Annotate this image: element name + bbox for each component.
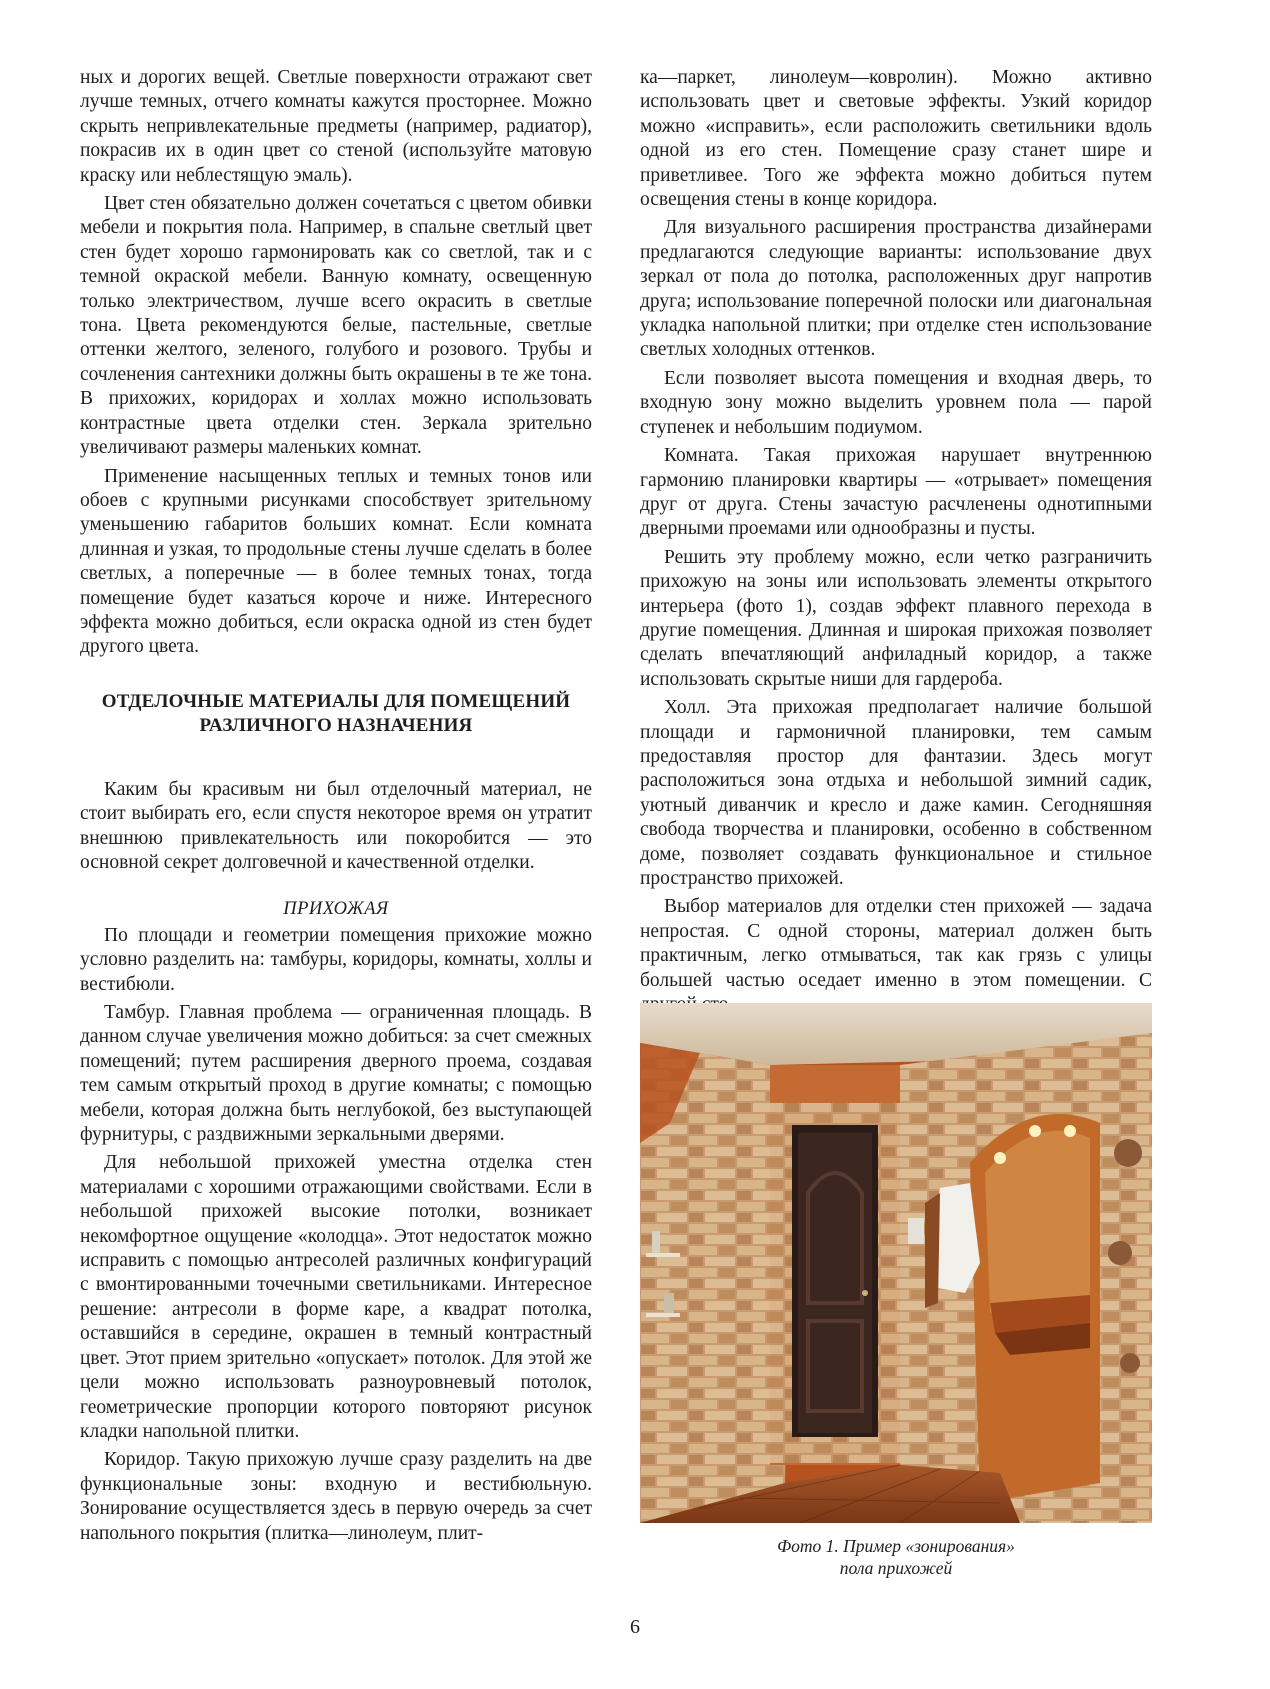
- paragraph: Выбор материалов для отделки стен прихожей — задача непростая. С одной стороны, материал должен быть практичным, легко отмываться, так как грязь с улицы большей частью оседает именно в этом помещении. С: [640, 896, 1152, 991]
- lamp-icon: [1029, 1125, 1041, 1137]
- left-column: [80, 66, 592, 1550]
- paragraph: Тамбур. Главная проблема — ограниченная площадь. В данном случае увеличения можно добиться: за счет смежных помещений; путем расширения дверного проема, создавая тем самым открытый проход в другие комнаты; с помощью мебели, которая должна быть неглубокой, без выступающей фурнитуры, с раздвижными зеркальными дверями.: [80, 1002, 592, 1146]
- paragraph: ных и дорогих вещей. Светлые поверхности отражают свет лучше темных, отчего комнаты кажутся просторнее. Можно скрыть непривлекательные предметы (например, радиатор), покрасив их в один цвет со стеной (используйте матовую краску или неблестящую эмаль).: [80, 67, 592, 186]
- paragraph: Если позволяет высота помещения и входная дверь, то входную зону можно выделить уровнем пола — парой ступенек и небольшим подиумом.: [640, 367, 1152, 438]
- photo-caption-line: пола прихожей: [839, 1558, 953, 1578]
- decor-plate-icon: [1114, 1139, 1142, 1167]
- paragraph: Применение насыщенных теплых и темных тонов или обоев с крупными рисунками способствует зрительному уменьшению габаритов больших комнат. Если комната длинная и узкая, то продольные стены лучше сделать в более светлых, а поперечные — в более темных тонах, тогда помещение будет казаться короче и ниже. Интересного эффекта можно добиться, если окраска одной из стен будет другого цвета.: [80, 465, 592, 658]
- paragraph: По площади и геометрии помещения прихожие можно условно разделить на: тамбуры, коридоры, комнаты, холлы и вестибюли.: [80, 924, 592, 995]
- lamp-icon: [1064, 1125, 1076, 1137]
- section-heading-line: РАЗЛИЧНОГО НАЗНАЧЕНИЯ: [199, 714, 473, 736]
- lamp-icon: [994, 1152, 1006, 1164]
- paragraph: ка—паркет, линолеум—ковролин). Можно активно использовать цвет и световые эффекты. Узкий коридор можно «исправить», если расположить светильники вдоль одной из его стен. Помещение сразу станет шире и приветливее. Того же эффекта можно добиться путем освещения стены в конце коридора.: [640, 67, 1152, 211]
- page-number: 6: [630, 1616, 640, 1638]
- photo-caption-line: Фото 1. Пример «зонирования»: [777, 1536, 1015, 1556]
- paragraph: Для небольшой прихожей уместна отделка стен материалами с хорошими отражающими свойствами. Если в небольшой прихожей высокие потолки, возникает некомфортное ощущение «колодца». Этот недостаток можно исправить с помощью антресолей различных конфигураций с вмонтированными точечными светильниками. Интересное решение: антресоли в форме каре, а квадрат потолка, оставшийся в середине, окрашен в темный контрастный цвет. Этот прием зрительно «опускает» потолок. Для этой же цели можно использовать разноуровневый потолок, геометрические пропорции которого повторяют рисунок кладки напольной плитки.: [80, 1152, 592, 1442]
- paragraph: Решить эту проблему можно, если четко разграничить прихожую на зоны или использовать элементы открытого интерьера (фото 1), создав эффект плавного перехода в другие помещения. Длинная и широкая прихожая позволяет сделать впечатляющий анфиладный коридор, а также использовать скрытые ниши для гардероба.: [640, 546, 1152, 690]
- photo-caption: [640, 1535, 1152, 1579]
- paragraph: Цвет стен обязательно должен сочетаться с цветом обивки мебели и покрытия пола. Например, в спальне светлый цвет стен будет хорошо гармонировать как со светлой, так и с темной окраской мебели. Ванную комнату, освещенную только электричеством, лучше всего окрасить в светлые тона. Цвета рекомендуются белые, пастельные, светлые оттенки желтого, зеленого, голубого и розового. Трубы и сочленения сантехники должны быть окрашены в те же тона. В прихожих, коридорах и холлах можно использовать контрастные цвета отделки стен. Зеркала зрительно увеличивают размеры маленьких комнат.: [80, 193, 592, 459]
- decor-plate-icon: [1120, 1353, 1140, 1373]
- paragraph: Для визуального расширения пространства дизайнерами предлагаются следующие варианты: использование двух зеркал от пола до потолка, расположенных друг напротив друга; использование поперечной полоски или диагональная укладка напольной плитки; при отделке стен использование светлых холодных оттенков.: [640, 217, 1152, 361]
- paragraph: Холл. Эта прихожая предполагает наличие большой площади и гармоничной планировки, тем самым предоставляя простор для фантазии. Здесь могут расположиться зона отдыха и небольшой зимний садик, уютный диванчик и кресло и даже камин. Сегодняшняя свобода творчества и планировки, особенно в собственном доме, позволяет создавать функциональное и стильное пространство прихожей.: [640, 697, 1152, 889]
- right-column: [640, 66, 1152, 1021]
- section-heading-line: ОТДЕЛОЧНЫЕ МАТЕРИАЛЫ ДЛЯ ПОМЕЩЕНИЙ: [101, 690, 571, 712]
- subsection-heading: ПРИХОЖАЯ: [283, 899, 389, 920]
- paragraph: Комната. Такая прихожая нарушает внутреннюю гармонию планировки квартиры — «отрывает» помещения друг от друга. Стены зачастую расчленены однотипными дверными проемами или однообразны и пусты.: [640, 445, 1152, 540]
- hallway-photo: [640, 1003, 1152, 1523]
- section-heading: [80, 690, 592, 738]
- paragraph: Каким бы красивым ни был отделочный материал, не стоит выбирать его, если спустя некоторое время он утратит внешнюю привлекательность или покоробится — это основной секрет долговечной и качественной отделки.: [80, 778, 592, 873]
- intercom-icon: [908, 1218, 924, 1244]
- decor-plate-icon: [1108, 1241, 1132, 1265]
- paragraph: Коридор. Такую прихожую лучше сразу разделить на две функциональные зоны: входную и вестибюльную. Зонирование осуществляется здесь в первую очередь за счет напольного покрытия (плитка—линолеум, плит-: [80, 1449, 592, 1544]
